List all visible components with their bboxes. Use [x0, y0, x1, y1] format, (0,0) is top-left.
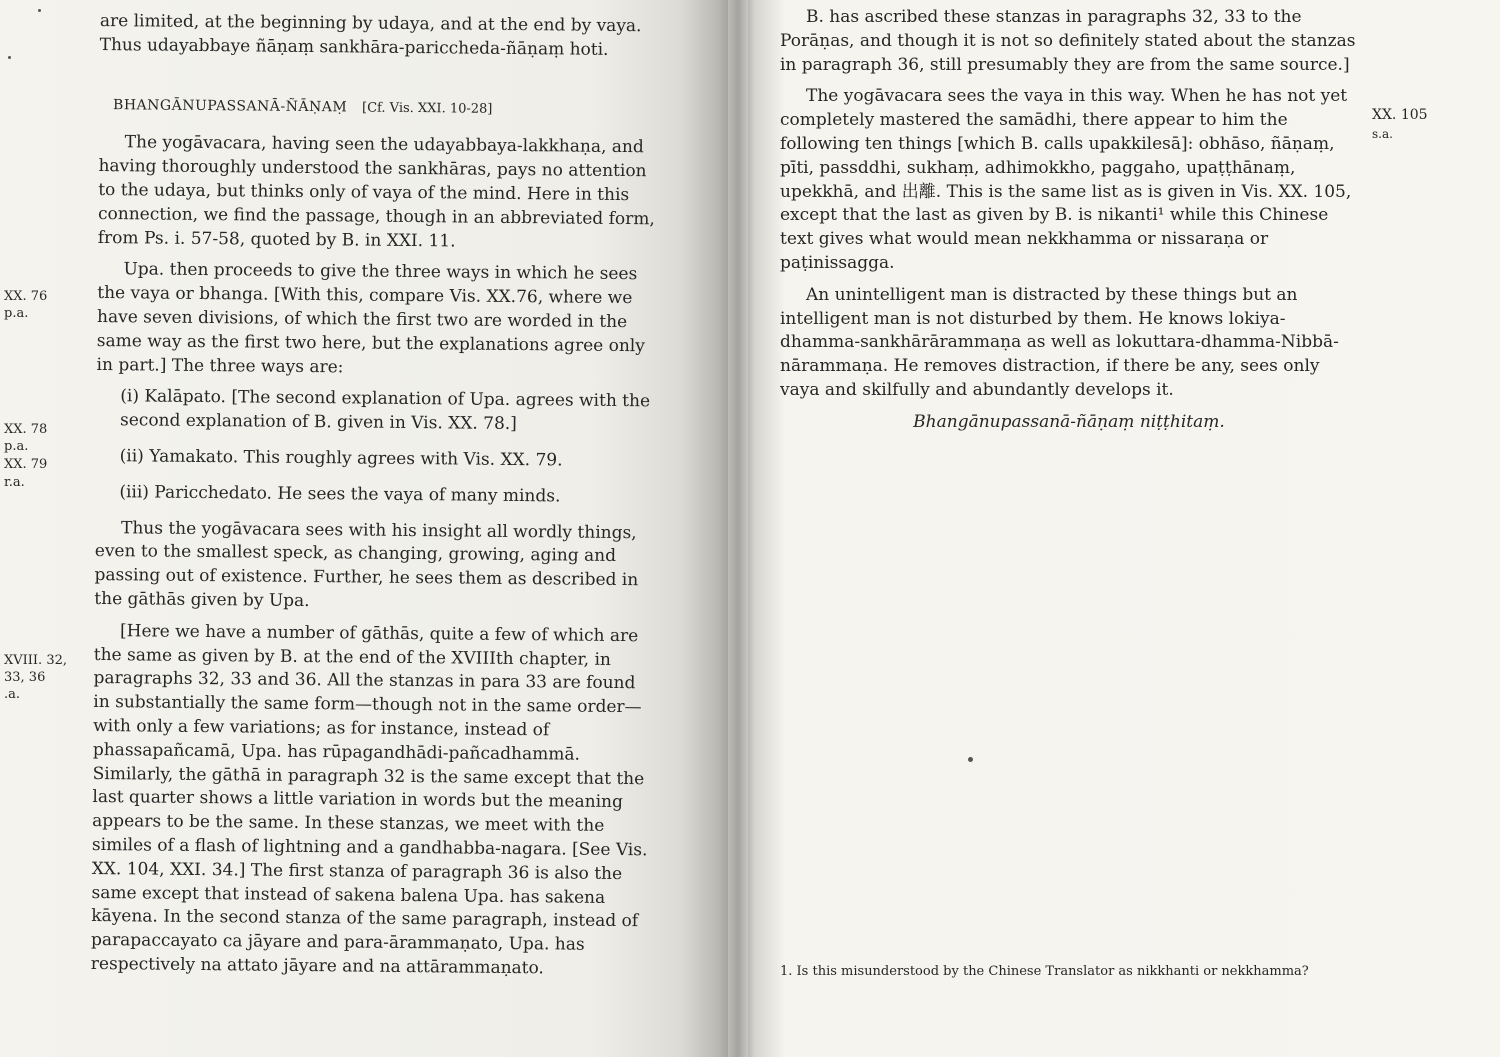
section-heading-reference: [Cf. Vis. XXI. 10-28] [362, 100, 493, 117]
margin-note: s.a. [1372, 127, 1393, 141]
right-paragraph-3: An unintelligent man is distracted by these things but an intelligent man is not disturbed by them. He knows lokiya-dhamma-sankhārārammaṇa as well as lokuttara-dhamma-Nibbā-nārammaṇa. He removes distraction, if there be any, sees only vaya and skilfully and abundantly develops it. [780, 284, 1339, 400]
margin-note: XX. 76 [4, 289, 48, 304]
list-item-1: (i) Kalāpato. [The second explanation of Upa. agrees with the second explanation of B. given in Vis. XX. 78.] [119, 386, 651, 435]
left-paragraph-1: The yogāvacara, having seen the udayabbaya-lakkhaṇa, and having thoroughly understood the sankhāras, pays no attention to the udaya, but thinks only of vaya of the mind. Here in this connection, we find the passage, though in an abbreviated form, from Ps. i. 57-58, quoted by B. in XXI. 11. [97, 132, 655, 252]
margin-note: XX. 79 [4, 457, 48, 472]
margin-note: 33, 36 [4, 670, 46, 685]
left-paragraph-2: Upa. then proceeds to give the three ways in which he sees the vaya or bhanga. [With this, compare Vis. XX.76, where we have seven divisions, of which the first two are worded in the same way as the first two here, but the explanations agree only in part.] The three ways are: [96, 259, 645, 377]
margin-note: p.a. [4, 439, 29, 454]
right-page-text [780, 6, 1358, 443]
margin-note: p.a. [4, 306, 29, 321]
footnote: 1. Is this misunderstood by the Chinese Translator as nikkhanti or nekkhamma? [780, 964, 1309, 979]
right-paragraph-2: The yogāvacara sees the vaya in this way. When he has not yet completely mastered the samādhi, there appear to him the following ten things [which B. calls upakkilesā]: obhāso, ñāṇaṃ, pīti, passddhi, sukhaṃ, adhimokkho, paggaho, upaṭṭhānaṃ, upekkhā, and 出離. This is the same list as is given in Vis. XX. 105, except that the last as given by B. is nikanti¹ while this Chinese text gives what would mean nekkhamma or nissaraṇa or paṭinissagga. [780, 86, 1352, 273]
list-item-2: (ii) Yamakato. This roughly agrees with Vis. XX. 79. [119, 446, 563, 471]
margin-note: XX. 105 [1372, 107, 1428, 123]
margin-note: XX. 78 [4, 422, 48, 437]
speck [38, 9, 41, 12]
left-paragraph-3: Thus the yogāvacara sees with his insight all wordly things, even to the smallest speck, as changing, growing, aging and passing out of existence. Further, he sees them as described in the gāthās given by Upa. [94, 517, 639, 611]
section-closing-line: Bhangānupassanā-ñāṇaṃ niṭṭhitaṃ. [913, 411, 1225, 432]
left-page-text [91, 10, 660, 990]
speck [8, 56, 11, 59]
margin-note: XVIII. 32, [4, 653, 67, 668]
book-gutter [728, 0, 748, 1057]
left-top-paragraph: are limited, at the beginning by udaya, and at the end by vaya. Thus udayabbaye ñāṇaṃ sankhāra-pariccheda-ñāṇaṃ hoti. [99, 10, 642, 60]
left-paragraph-4: [Here we have a number of gāthās, quite a few of which are the same as given by B. at the end of the XVIIIth chapter, in paragraphs 32, 33 and 36. All the stanzas in para 33 are found in substantially the same form—though not in the same order—with only a few variations; as for instance, instead of phassapañcamā, Upa. has rūpagandhādi-pañcadhammā. Similarly, the gāthā in paragraph 32 is the same except that the last quarter shows a little variation in words but the meaning appears to be the same. In these stanzas, we meet with the similes of a flash of lightning and a gandhabba-nagara. [See Vis. XX. 104, XXI. 34.] The first stanza of paragraph 36 is also the same except that instead of sakena balena Upa. has sakena kāyena. In the second stanza of the same paragraph, instead of parapaccayato ca jāyare and para-ārammaṇato, Upa. has respectively na attato jāyare and na attārammaṇato. [90, 620, 648, 979]
margin-note: r.a. [4, 475, 25, 490]
list-item-3: (iii) Paricchedato. He sees the vaya of many minds. [119, 481, 561, 507]
right-paragraph-1: B. has ascribed these stanzas in paragraphs 32, 33 to the Porāṇas, and though it is not so definitely stated about the stanzas in paragraph 36, still presumably they are from the same source.] [780, 7, 1356, 75]
margin-note: .a. [4, 687, 21, 702]
speck [968, 757, 973, 762]
section-heading [113, 94, 659, 123]
section-heading-title: BHANGĀNUPASSANĀ-ÑĀṆAṂ [113, 96, 348, 115]
